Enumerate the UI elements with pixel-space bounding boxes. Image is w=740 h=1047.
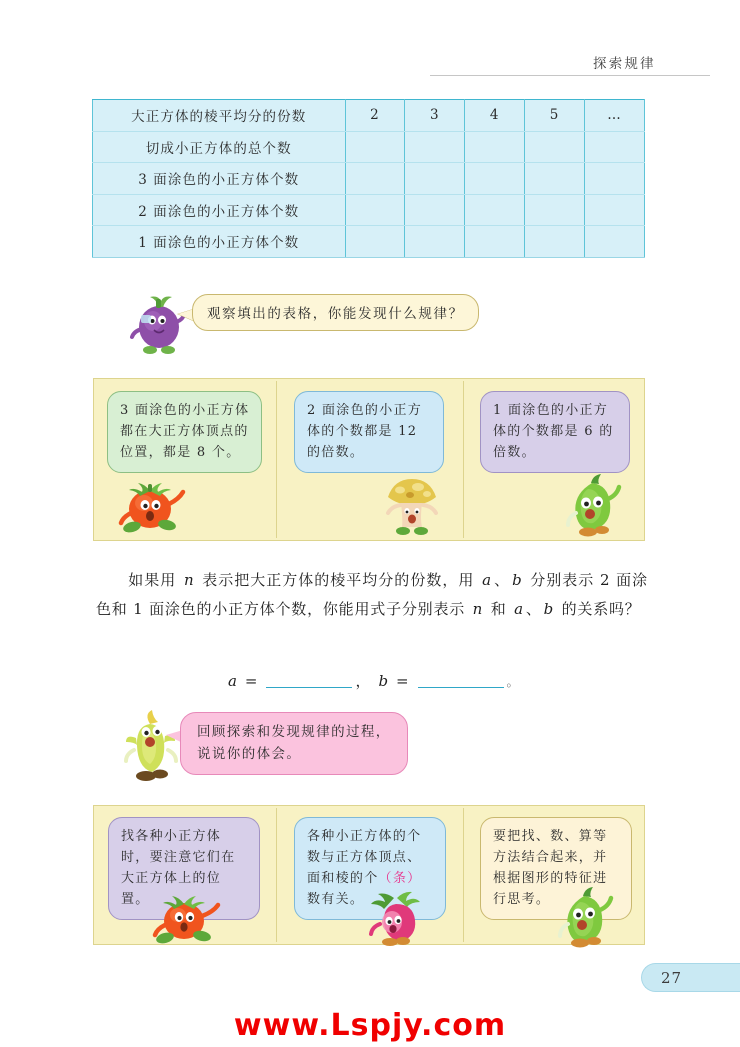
table-row [93, 100, 645, 132]
page-number-tab [641, 963, 740, 992]
exercise-paragraph [96, 566, 648, 624]
variable-n: n [184, 571, 195, 589]
cell-blank[interactable] [525, 131, 585, 163]
conclusion-bubble-3: 1 面涂色的小正方体的个数都是 6 的倍数。 [480, 391, 630, 473]
cell-blank[interactable] [525, 163, 585, 195]
variable-b: b [543, 600, 555, 618]
pattern-table [92, 99, 645, 258]
tomato-character [116, 477, 188, 539]
cell-blank[interactable] [585, 194, 645, 226]
reflection-line-1: 回顾探索和发现规律的过程， [197, 724, 391, 740]
para-dun-1: 、 [493, 571, 511, 589]
tomato-character [148, 890, 224, 950]
conclusion-bubble-2: 2 面涂色的小正方体的个数都是 12 的倍数。 [294, 391, 444, 473]
cell-blank[interactable] [405, 226, 465, 258]
row-label-2: 3 面涂色的小正方体个数 [93, 163, 346, 195]
corn-character [124, 708, 180, 786]
table-row [93, 226, 645, 258]
variable-a: a [482, 571, 492, 589]
answer-blank-b[interactable] [418, 673, 504, 688]
conclusion-bubble-1: 3 面涂色的小正方体都在大正方体顶点的位置，都是 8 个。 [107, 391, 262, 473]
cell-blank[interactable] [465, 131, 525, 163]
variable-a: a [514, 600, 524, 618]
answer-label-a: a [228, 672, 238, 690]
cell-blank[interactable] [405, 131, 465, 163]
reflection-line-2: 说说你的体会。 [197, 746, 302, 762]
table-row [93, 131, 645, 163]
reflection-bubble [180, 712, 408, 775]
reflection-row [124, 704, 424, 784]
row-label-1: 切成小正方体的总个数 [93, 131, 346, 163]
narration-bubble: 观察填出的表格，你能发现什么规律？ [192, 294, 479, 331]
cell-blank[interactable] [345, 163, 405, 195]
answer-label-b: b [378, 672, 389, 690]
panel-divider [463, 381, 464, 538]
cell-blank[interactable] [465, 194, 525, 226]
answer-line [226, 670, 556, 691]
header-title: 探索规律 [593, 56, 656, 72]
cell-blank[interactable] [585, 131, 645, 163]
summary-bubble-3: 要把找、数、算等方法结合起来，并根据图形的特征进行思考。 [480, 817, 632, 920]
variable-b: b [512, 571, 523, 589]
page-number: 27 [661, 969, 683, 987]
cell-blank[interactable] [345, 226, 405, 258]
para-dun-2: 、 [525, 600, 542, 618]
header-value-4: … [585, 100, 645, 132]
panel-divider [276, 808, 277, 942]
summary-2-pre: 各种小正方体的个数与正方体顶点、面和棱的个 [307, 829, 422, 886]
cell-blank[interactable] [345, 194, 405, 226]
para-part-3: 分别表示 2 面涂色和 1 面涂色的小正方体个数，你能用式子分别表示 [96, 571, 648, 618]
mushroom-character [382, 475, 442, 541]
cell-blank[interactable] [585, 226, 645, 258]
summary-bubble-1: 找各种小正方体时，要注意它们在大正方体上的位置。 [108, 817, 260, 920]
header-value-2: 4 [465, 100, 525, 132]
equals-sign-a: = [244, 672, 259, 690]
equals-sign-b: = [396, 672, 410, 690]
greenpepper-character [564, 473, 622, 541]
watermark: www.Lspjy.com [233, 1008, 507, 1043]
answer-blank-a[interactable] [266, 673, 352, 688]
panel-divider [463, 808, 464, 942]
running-header [430, 52, 710, 76]
variable-n: n [472, 600, 484, 618]
cell-blank[interactable] [465, 163, 525, 195]
para-part-2: 表示把大正方体的棱平均分的份数，用 [196, 571, 481, 589]
radish-character [364, 890, 430, 950]
header-value-0: 2 [345, 100, 405, 132]
table-row [93, 163, 645, 195]
row-label-0: 大正方体的棱平均分的份数 [93, 100, 346, 132]
greenpepper-character [556, 886, 614, 952]
cell-blank[interactable] [525, 194, 585, 226]
header-value-1: 3 [405, 100, 465, 132]
para-part-4: 和 [485, 600, 513, 618]
row-label-4: 1 面涂色的小正方体个数 [93, 226, 346, 258]
summary-2-post: 数有关。 [307, 892, 365, 907]
row-label-3: 2 面涂色的小正方体个数 [93, 194, 346, 226]
narration-row [128, 283, 548, 355]
para-part-5: 的关系吗？ [556, 600, 641, 618]
answer-comma: ， [355, 672, 372, 690]
cell-blank[interactable] [405, 163, 465, 195]
summary-2-highlight: （条） [378, 871, 422, 886]
cell-blank[interactable] [525, 226, 585, 258]
panel-divider [276, 381, 277, 538]
answer-period: 。 [506, 675, 520, 689]
cell-blank[interactable] [405, 194, 465, 226]
summary-panel [93, 805, 645, 945]
cell-blank[interactable] [465, 226, 525, 258]
conclusions-panel [93, 378, 645, 541]
header-value-3: 5 [525, 100, 585, 132]
cell-blank[interactable] [585, 163, 645, 195]
eggplant-character [128, 287, 190, 355]
table-row [93, 194, 645, 226]
cell-blank[interactable] [345, 131, 405, 163]
para-part-1: 如果用 [128, 571, 182, 589]
header-rule [430, 75, 710, 76]
